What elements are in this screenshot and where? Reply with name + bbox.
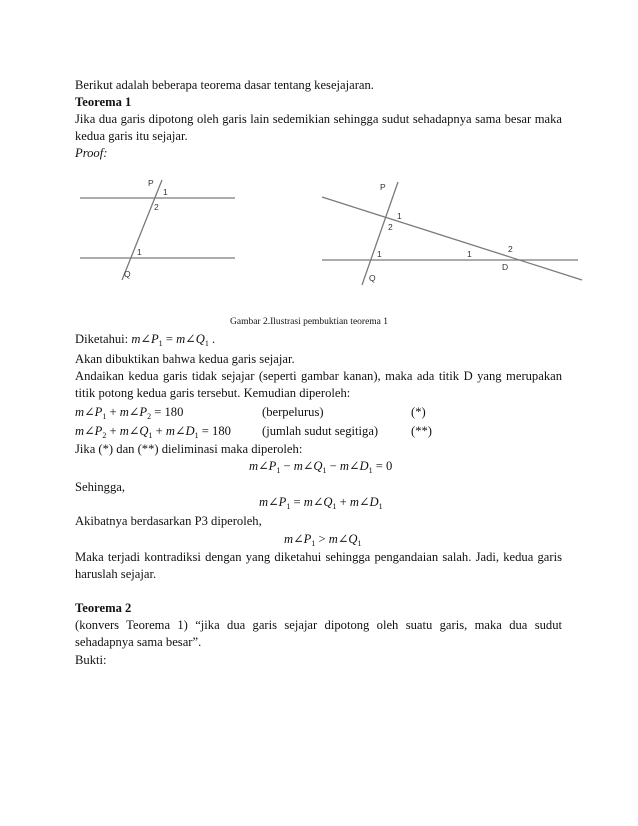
transversal-line [122, 180, 162, 280]
label-angle-1-upper: 1 [397, 211, 402, 221]
to-prove-text: Akan dibuktikan bahwa kedua garis sejajar. [75, 352, 295, 366]
equation-2-tag: (**) [411, 424, 432, 438]
intro-text: Berikut adalah beberapa teorema dasar tentang kesejajaran. [75, 78, 374, 92]
equation-2-note: (jumlah sudut segitiga) [262, 424, 379, 438]
transversal-line-right [362, 182, 398, 285]
label-point-D: D [502, 262, 509, 272]
assumption-text: Andaikan kedua garis tidak sejajar (seperti gambar kanan), maka ada titik D yang merupakan titik potong kedua garis tersebut. Kemudian diperoleh: [75, 369, 562, 400]
label-angle-1-bottom: 1 [137, 247, 142, 257]
equation-1-tag: (*) [411, 405, 426, 419]
figure-caption: Gambar 2.Ilustrasi pembuktian teorema 1 [230, 317, 389, 327]
known-prefix: Diketahui: [75, 332, 129, 346]
label-angle-1-lower: 1 [377, 249, 382, 259]
equation-1: $m\angle P_1$ + $m\angle P_2 = 180$ [75, 405, 184, 421]
label-angle-1-line: 1 [467, 249, 472, 259]
right-figure [322, 182, 582, 285]
label-angle-1-top: 1 [163, 187, 168, 197]
theorem1-statement: Jika dua garis dipotong oleh garis lain sedemikian sehingga sudut sehadapnya sama besar maka kedua garis itu sejajar. [75, 112, 562, 143]
slanted-line [322, 197, 582, 280]
label-angle-2-line: 2 [508, 244, 513, 254]
label-angle-2-upper: 2 [388, 222, 393, 232]
equation-1-note: (berpelurus) [262, 405, 324, 419]
known-line [75, 331, 215, 352]
equation-3: $m\angle P_1$ − $m\angle Q_1$ − $m\angle D_1 = 0$ [249, 459, 393, 475]
theorem2-statement: (konvers Teorema 1) “jika dua garis sejajar dipotong oleh suatu garis, maka dua sudut sehadapnya sama besar”. [75, 618, 562, 649]
conclusion-text: Maka terjadi kontradiksi dengan yang diketahui sehingga pengandaian salah. Jadi, kedua garis haruslah sejajar. [75, 550, 562, 581]
so-text: Sehingga, [75, 480, 126, 494]
theorem1-title: Teorema 1 [75, 95, 132, 109]
elimination-text: Jika (*) dan (**) dieliminasi maka diperoleh: [75, 442, 303, 456]
equation-5: $m\angle P_1$ > $m\angle Q_1$ [284, 532, 362, 548]
known-math: $m\angle P_1$ = $m\angle Q_1$ . [131, 332, 216, 348]
label-angle-2: 2 [154, 202, 159, 212]
label-P: P [148, 178, 154, 188]
label-Q: Q [124, 269, 131, 279]
proof-label: Proof: [75, 146, 108, 160]
p3-text: Akibatnya berdasarkan P3 diperoleh, [75, 514, 262, 528]
left-figure [80, 178, 235, 280]
bukti-label: Bukti: [75, 653, 107, 667]
equation-4: $m\angle P_1$ = $m\angle Q_1$ + $m\angle D_1$ [259, 495, 383, 511]
equation-2: $m\angle P_2$ + $m\angle Q_1$ + $m\angle D_1 = 180$ [75, 424, 231, 440]
figure-parallel-lines [0, 0, 638, 330]
label-P-right: P [380, 182, 386, 192]
theorem2-title: Teorema 2 [75, 601, 132, 615]
label-Q-right: Q [369, 273, 376, 283]
